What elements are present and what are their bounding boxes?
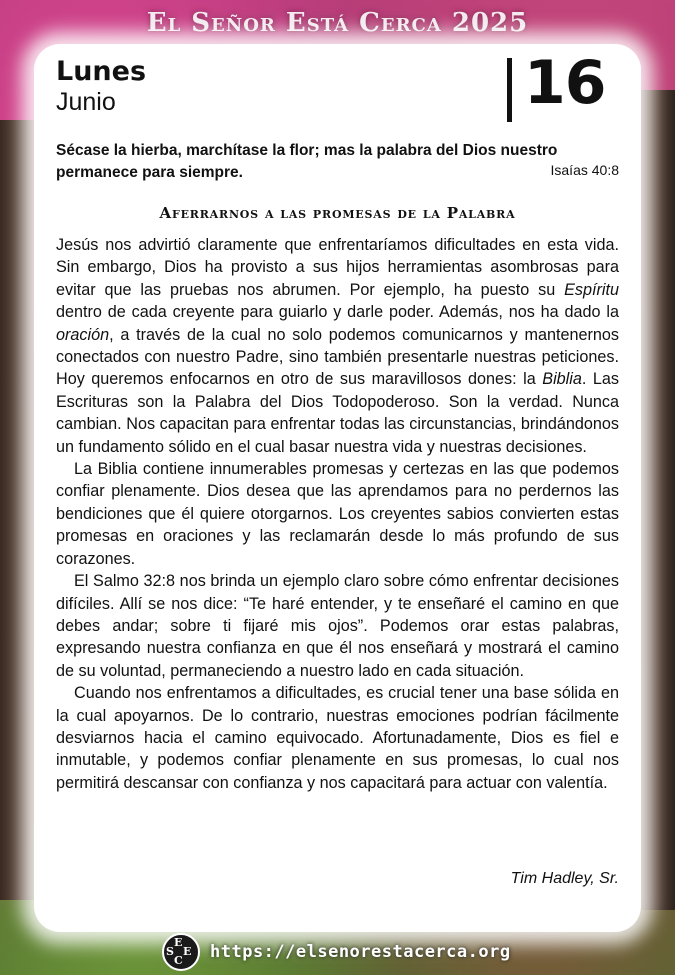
devotional-card	[34, 44, 641, 932]
paragraph-4: Cuando nos enfrentamos a dificultades, es crucial tener una base sólida en la cual apoyarnos. De lo contrario, nuestras emociones podrían fácilmente desviarnos hacia el camino equivocado. Afortunadamente, Dios es fiel e inmutable, y podemos confiar plenamente en sus promesas, lo cual nos permitirá descansar con confianza y nos capacitará para actuar con valentía.	[56, 684, 619, 792]
weekday: Lunes	[56, 56, 147, 87]
footer	[162, 934, 511, 970]
logo-letter: E	[183, 945, 192, 958]
emphasis-oracion: oración	[56, 325, 110, 344]
verse-text: Sécase la hierba, marchítase la flor; mas la palabra del Dios nuestro permanece para siempre.	[56, 142, 558, 181]
website-link[interactable]: https://elsenorestacerca.org	[210, 942, 511, 962]
paragraph-1-text-d: . Las Escrituras son la Palabra del Dios Todopoderoso. Son la verdad. Nunca cambian. Nos capacitan para enfrentar todas las circunstancias, brindándonos un fundamento sólido en el cual basar nuestra vida y nuestras decisiones.	[56, 370, 619, 456]
month: Junio	[56, 88, 116, 116]
devotional-title: Aferrarnos a las promesas de la Palabra	[159, 204, 516, 222]
author-signature: Tim Hadley, Sr.	[510, 870, 619, 887]
paragraph-1	[56, 234, 619, 458]
emphasis-biblia: Biblia	[542, 370, 582, 389]
emphasis-espiritu: Espíritu	[564, 280, 619, 299]
publication-title: El Señor Está Cerca 2025	[146, 8, 529, 38]
devotional-body	[56, 234, 619, 794]
paragraph-1-text-c: , a través de la cual no solo podemos comunicarnos y mantenernos conectados con nuestro Padre, sino también presentarle nuestras peticiones. Hoy queremos enfocarnos en otro de sus maravillosos dones: la	[56, 325, 619, 389]
logo-letter: C	[174, 954, 183, 967]
paragraph-2: La Biblia contiene innumerables promesas y certezas en las que podemos confiar plenamente. Dios desea que las aprendamos para no perdernos las bendiciones que él quiere otorgarnos. Los creyentes sabios convierten estas promesas en oraciones y las reclamarán desde lo más profundo de sus corazones.	[56, 460, 619, 568]
paragraph-3: El Salmo 32:8 nos brinda un ejemplo claro sobre cómo enfrentar decisiones difíciles. Allí se nos dice: “Te haré entender, y te enseñaré el camino en que debes andar; sobre ti fijaré mis ojos”. Podemos orar estas palabras, expresando nuestra confianza en que él nos enseñará y mostrará el camino de su voluntad, permaneciendo a nuestro lado en cada situación.	[56, 572, 619, 680]
day-number: 16	[524, 48, 606, 118]
date-divider	[507, 58, 512, 122]
logo-letter: S	[166, 945, 174, 958]
paragraph-1-text-b: dentro de cada creyente para guiarlo y darle poder. Además, nos ha dado la	[56, 303, 619, 322]
verse-reference: Isaías 40:8	[550, 162, 619, 178]
paragraph-1-text-a: Jesús nos advirtió claramente que enfrentaríamos dificultades en esta vida. Sin embargo, Dios ha provisto a sus hijos herramientas asombrosas para evitar que las pruebas nos abrumen. Por ejemplo, ha puesto su	[56, 236, 619, 299]
esec-logo-icon	[162, 933, 200, 971]
logo-letter: E	[174, 936, 183, 949]
